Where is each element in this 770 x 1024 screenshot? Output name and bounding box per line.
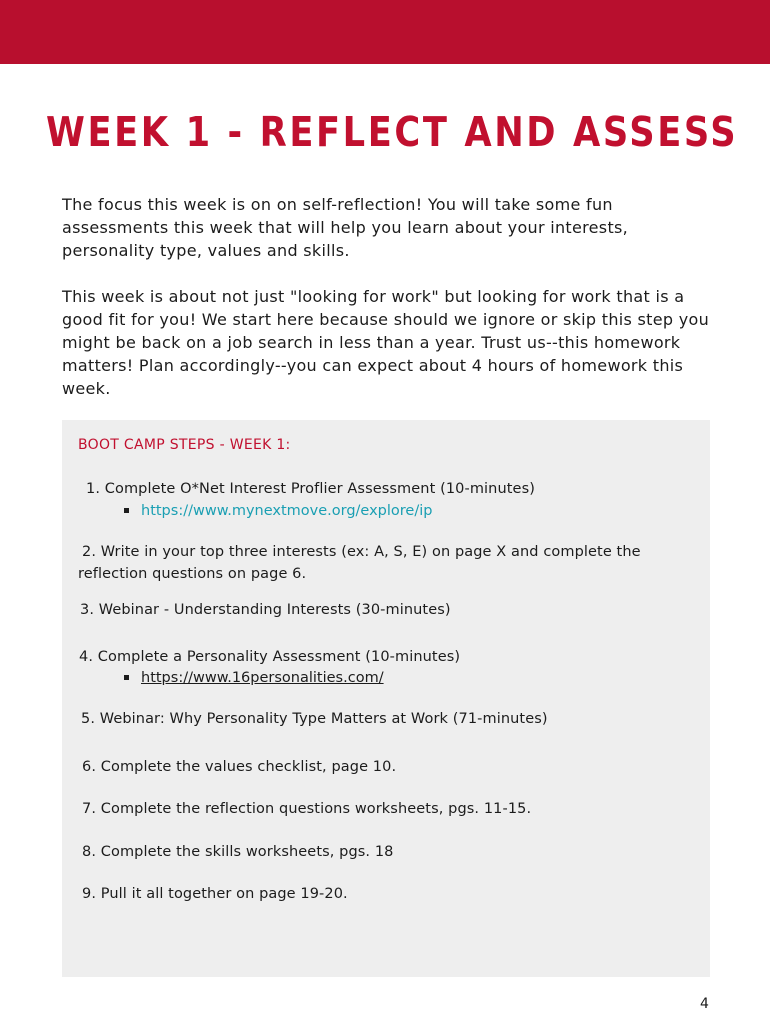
- mynextmove-link[interactable]: https://www.mynextmove.org/explore/ip: [141, 503, 433, 519]
- step-2-line-1: 2. Write in your top three interests (ex: A, S, E) on page X and complete the: [82, 544, 641, 560]
- step-8: 8. Complete the skills worksheets, pgs. 18: [82, 844, 394, 860]
- bullet-icon: [124, 675, 129, 680]
- step-4-link-row: [124, 668, 384, 688]
- step-4: 4. Complete a Personality Assessment (10-minutes): [79, 649, 461, 665]
- step-7: 7. Complete the reflection questions worksheets, pgs. 11-15.: [82, 801, 532, 817]
- step-3: 3. Webinar - Understanding Interests (30-minutes): [80, 602, 451, 618]
- page-title: WEEK 1 - REFLECT AND ASSESS: [46, 108, 739, 156]
- header-band: [0, 0, 770, 64]
- page-number: 4: [700, 996, 709, 1012]
- step-1: 1. Complete O*Net Interest Proflier Assessment (10-minutes): [86, 481, 535, 497]
- intro-paragraph-2: This week is about not just "looking for work" but looking for work that is a good fit for you! We start here because should we ignore or skip this step you might be back on a job search in less than a year. Trust us--this homework matters! Plan accordingly--you can expect about 4 hours of homework this week.: [62, 287, 710, 398]
- step-2-line-2: reflection questions on page 6.: [78, 566, 307, 582]
- step-1-link-row: [124, 501, 432, 521]
- step-5: 5. Webinar: Why Personality Type Matters at Work (71-minutes): [81, 711, 548, 727]
- intro-paragraph-1: The focus this week is on on self-reflection! You will take some fun assessments this week that will help you learn about your interests, personality type, values and skills.: [62, 195, 629, 260]
- boot-camp-steps-box: [62, 420, 710, 977]
- bullet-icon: [124, 508, 129, 513]
- steps-heading: BOOT CAMP STEPS - WEEK 1:: [78, 437, 291, 453]
- step-9: 9. Pull it all together on page 19-20.: [82, 886, 348, 902]
- 16personalities-link[interactable]: https://www.16personalities.com/: [141, 670, 384, 686]
- step-6: 6. Complete the values checklist, page 10.: [82, 759, 397, 775]
